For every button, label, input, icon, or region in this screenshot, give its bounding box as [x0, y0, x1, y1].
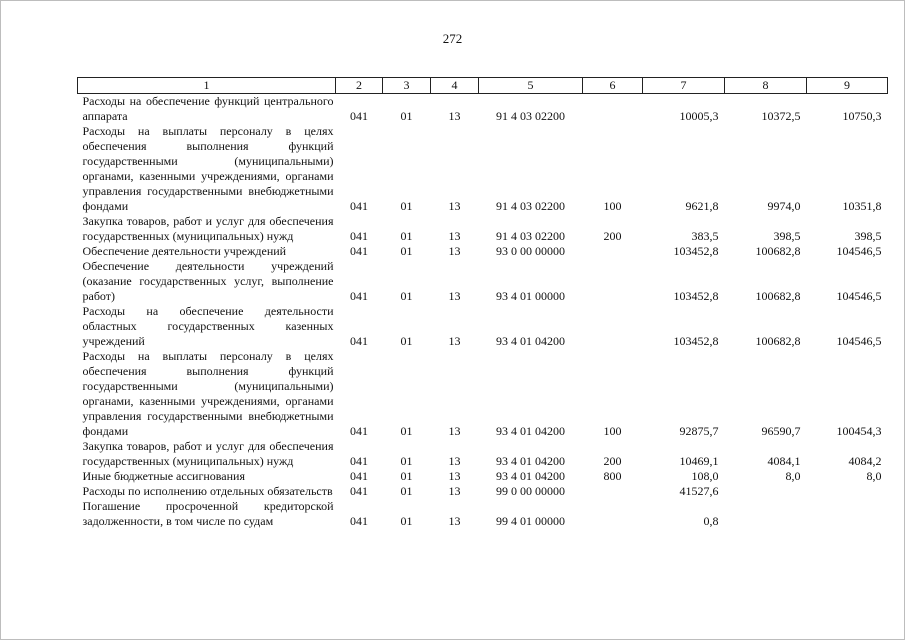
expense-type: [583, 259, 643, 304]
section-code: 01: [400, 199, 413, 213]
table-row: [78, 439, 888, 469]
row-name: Закупка товаров, работ и услуг для обеспечения государственных (муниципальных) нужд: [82, 214, 334, 243]
target-article: 91 4 03 02200: [496, 109, 565, 123]
target-article: 99 4 01 00000: [496, 514, 565, 528]
amount-year-1: 103452,8: [673, 244, 719, 258]
amount-year-2: 100682,8: [755, 289, 801, 303]
column-header: 2: [336, 78, 383, 94]
amount-year-1: 0,8: [703, 514, 719, 528]
column-header: 3: [383, 78, 431, 94]
amount-year-2: 9974,0: [767, 199, 801, 213]
target-article: 93 4 01 04200: [496, 469, 565, 483]
amount-year-2: 100682,8: [755, 244, 801, 258]
table-row: [78, 244, 888, 259]
admin-code: 041: [350, 334, 368, 348]
admin-code: 041: [350, 109, 368, 123]
expense-type: 100: [603, 424, 622, 438]
subsection-code: 13: [448, 454, 461, 468]
expense-type: [583, 484, 643, 499]
amount-year-1: 92875,7: [679, 424, 719, 438]
amount-year-3: 10750,3: [842, 109, 882, 123]
section-code: 01: [400, 514, 413, 528]
expense-type: 200: [603, 454, 622, 468]
amount-year-3: 104546,5: [836, 334, 882, 348]
column-header: 9: [807, 78, 888, 94]
row-name: Расходы по исполнению отдельных обязательств: [82, 484, 333, 498]
section-code: 01: [400, 244, 413, 258]
section-code: 01: [400, 334, 413, 348]
section-code: 01: [400, 484, 413, 498]
row-name: Расходы на обеспечение функций центрального аппарата: [82, 94, 334, 123]
amount-year-2: 96590,7: [761, 424, 801, 438]
column-header: 6: [583, 78, 643, 94]
target-article: 93 4 01 04200: [496, 454, 565, 468]
column-header: 1: [78, 78, 336, 94]
row-name: Иные бюджетные ассигнования: [82, 469, 245, 483]
amount-year-3: 10351,8: [842, 199, 882, 213]
amount-year-3: 104546,5: [836, 244, 882, 258]
subsection-code: 13: [448, 244, 461, 258]
expense-type: 800: [603, 469, 622, 483]
section-code: 01: [400, 469, 413, 483]
section-code: 01: [400, 424, 413, 438]
admin-code: 041: [350, 289, 368, 303]
column-header: 5: [479, 78, 583, 94]
table-row: [78, 214, 888, 244]
admin-code: 041: [350, 424, 368, 438]
expense-type: [583, 244, 643, 259]
admin-code: 041: [350, 199, 368, 213]
amount-year-2: [725, 499, 807, 529]
amount-year-1: 9621,8: [685, 199, 719, 213]
admin-code: 041: [350, 244, 368, 258]
section-code: 01: [400, 229, 413, 243]
row-name: Расходы на выплаты персоналу в целях обеспечения выполнения функций государственными (муниципальными) органами, казенными учреждениями, органами управления государственными внебюджетными фондами: [82, 124, 334, 213]
amount-year-1: 41527,6: [679, 484, 719, 498]
section-code: 01: [400, 109, 413, 123]
table-row: [78, 484, 888, 499]
row-name: Погашение просроченной кредиторской задолженности, в том числе по судам: [82, 499, 334, 528]
table-row: [78, 349, 888, 439]
target-article: 93 4 01 00000: [496, 289, 565, 303]
amount-year-1: 10469,1: [679, 454, 719, 468]
amount-year-3: 100454,3: [836, 424, 882, 438]
row-name: Закупка товаров, работ и услуг для обеспечения государственных (муниципальных) нужд: [82, 439, 334, 468]
expense-type: 200: [603, 229, 622, 243]
header-row: [78, 78, 888, 94]
amount-year-2: 10372,5: [761, 109, 801, 123]
amount-year-3: 4084,2: [848, 454, 882, 468]
target-article: 91 4 03 02200: [496, 199, 565, 213]
target-article: 99 0 00 00000: [496, 484, 565, 498]
target-article: 93 4 01 04200: [496, 334, 565, 348]
admin-code: 041: [350, 514, 368, 528]
admin-code: 041: [350, 454, 368, 468]
admin-code: 041: [350, 469, 368, 483]
subsection-code: 13: [448, 229, 461, 243]
column-header: 4: [431, 78, 479, 94]
amount-year-1: 108,0: [691, 469, 719, 483]
table-row: [78, 499, 888, 529]
table-body: [78, 94, 888, 530]
expense-type: [583, 94, 643, 125]
expense-type: 100: [603, 199, 622, 213]
row-name: Обеспечение деятельности учреждений (оказание государственных услуг, выполнение работ): [82, 259, 334, 303]
row-name: Обеспечение деятельности учреждений: [82, 244, 287, 258]
row-name: Расходы на обеспечение деятельности областных государственных казенных учреждений: [82, 304, 334, 348]
row-name: Расходы на выплаты персоналу в целях обеспечения выполнения функций государственными (муниципальными) органами, казенными учреждениями, органами управления государственными внебюджетными фондами: [82, 349, 334, 438]
subsection-code: 13: [448, 289, 461, 303]
amount-year-2: 398,5: [773, 229, 801, 243]
target-article: 93 0 00 00000: [496, 244, 565, 258]
amount-year-3: [807, 484, 888, 499]
subsection-code: 13: [448, 199, 461, 213]
amount-year-1: 103452,8: [673, 289, 719, 303]
subsection-code: 13: [448, 484, 461, 498]
table-row: [78, 469, 888, 484]
amount-year-3: 104546,5: [836, 289, 882, 303]
amount-year-1: 383,5: [691, 229, 719, 243]
section-code: 01: [400, 289, 413, 303]
column-header: 7: [643, 78, 725, 94]
admin-code: 041: [350, 229, 368, 243]
amount-year-2: [725, 484, 807, 499]
column-header: 8: [725, 78, 807, 94]
table-row: [78, 259, 888, 304]
subsection-code: 13: [448, 469, 461, 483]
amount-year-1: 103452,8: [673, 334, 719, 348]
amount-year-2: 4084,1: [767, 454, 801, 468]
subsection-code: 13: [448, 514, 461, 528]
expense-type: [583, 499, 643, 529]
subsection-code: 13: [448, 424, 461, 438]
admin-code: 041: [350, 484, 368, 498]
subsection-code: 13: [448, 334, 461, 348]
table-row: [78, 124, 888, 214]
amount-year-3: 398,5: [854, 229, 882, 243]
table-row: [78, 94, 888, 125]
target-article: 91 4 03 02200: [496, 229, 565, 243]
page-number: 272: [442, 31, 463, 46]
amount-year-1: 10005,3: [679, 109, 719, 123]
amount-year-3: [807, 499, 888, 529]
section-code: 01: [400, 454, 413, 468]
expense-type: [583, 304, 643, 349]
target-article: 93 4 01 04200: [496, 424, 565, 438]
amount-year-2: 100682,8: [755, 334, 801, 348]
amount-year-3: 8,0: [866, 469, 882, 483]
amount-year-2: 8,0: [785, 469, 801, 483]
subsection-code: 13: [448, 109, 461, 123]
table-row: [78, 304, 888, 349]
budget-table: [77, 77, 888, 529]
